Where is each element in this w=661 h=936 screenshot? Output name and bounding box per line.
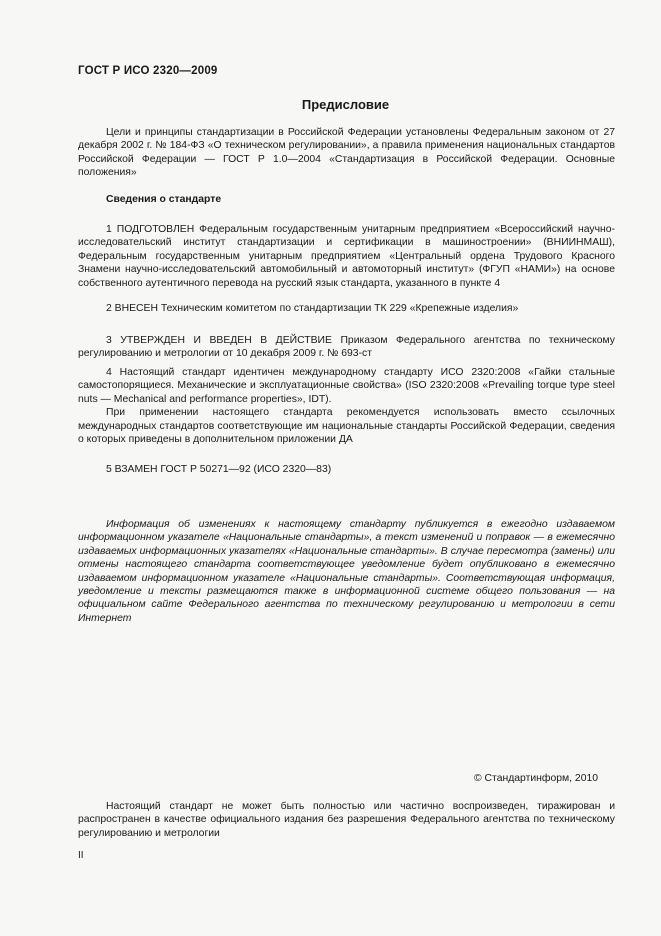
- page-title: Предисловие: [301, 97, 390, 112]
- footer-text: Настоящий стандарт не может быть полностью или частично воспроизведен, тиражирован и распространен в качестве официального издания без разрешения Федерального агентства по техническому регулированию и метрологии: [78, 801, 615, 839]
- item-4-note: При применении настоящего стандарта рекомендуется использовать вместо ссылочных международных стандартов соответствующие им национальные стандарты Российской Федерации, сведения о которых приведены в дополнительном приложении ДА: [78, 407, 615, 446]
- item-4-text: 4 Настоящий стандарт идентичен международному стандарту ИСО 2320:2008 «Гайки стальные самостопорящиеся. Механические и эксплуатационные свойства» (ISO 2320:2008 «Prevailing torque type steel nuts — Mechanical and performance properties», IDT).: [78, 367, 615, 405]
- item-5-text: 5 ВЗАМЕН ГОСТ Р 50271—92 (ИСО 2320—83): [106, 464, 332, 475]
- copyright: © Стандартинформ, 2010: [474, 773, 599, 784]
- item-5: [78, 463, 615, 476]
- notice-paragraph: [78, 518, 615, 625]
- page-number: II: [78, 850, 84, 861]
- section-subheading: Сведения о стандарте: [106, 194, 222, 205]
- intro-text: Цели и принципы стандартизации в Российской Федерации установлены Федеральным законом от 27 декабря 2002 г. № 184-ФЗ «О техническом регулировании», а правила применения национальных стандартов Российской Федерации — ГОСТ Р 1.0—2004 «Стандартизация в Российской Федерации. Основные положения»: [78, 127, 615, 179]
- notice-text: Информация об изменениях к настоящему стандарту публикуется в ежегодно издаваемом информационном указателе «Национальные стандарты», а текст изменений и поправок — в ежемесячно издаваемых информационных указателях «Национальные стандарты». В случае пересмотра (замены) или отмены настоящего стандарта соответствующее уведомление будет опубликовано в ежемесячно издаваемом информационном указателе «Национальные стандарты». Соответствующая информация, уведомление и тексты размещаются также в информационной системе общего пользования — на официальном сайте Федерального агентства по техническому регулированию и метрологии в сети Интернет: [78, 519, 615, 624]
- item-3: [78, 334, 615, 361]
- standard-code-header: ГОСТ Р ИСО 2320—2009: [78, 65, 218, 77]
- item-1: [78, 223, 615, 290]
- item-1-text: 1 ПОДГОТОВЛЕН Федеральным государственным унитарным предприятием «Всероссийский научно-исследовательский институт стандартизации и сертификации в машиностроении» (ВНИИНМАШ), Федеральным государственным унитарным предприятием «Центральный ордена Трудового Красного Знамени научно-исследовательский автомобильный и автомоторный институт» (ФГУП «НАМИ») на основе собственного аутентичного перевода на русский язык стандарта, указанного в пункте 4: [78, 224, 615, 289]
- footer-paragraph: [78, 800, 615, 840]
- item-3-text: 3 УТВЕРЖДЕН И ВВЕДЕН В ДЕЙСТВИЕ Приказом Федерального агентства по техническому регулированию и метрологии от 10 декабря 2009 г. № 693-ст: [78, 335, 615, 360]
- item-2: [78, 302, 615, 315]
- item-2-text: 2 ВНЕСЕН Техническим комитетом по стандартизации ТК 229 «Крепежные изделия»: [106, 303, 519, 314]
- intro-paragraph: [78, 126, 615, 180]
- item-4: [78, 366, 615, 446]
